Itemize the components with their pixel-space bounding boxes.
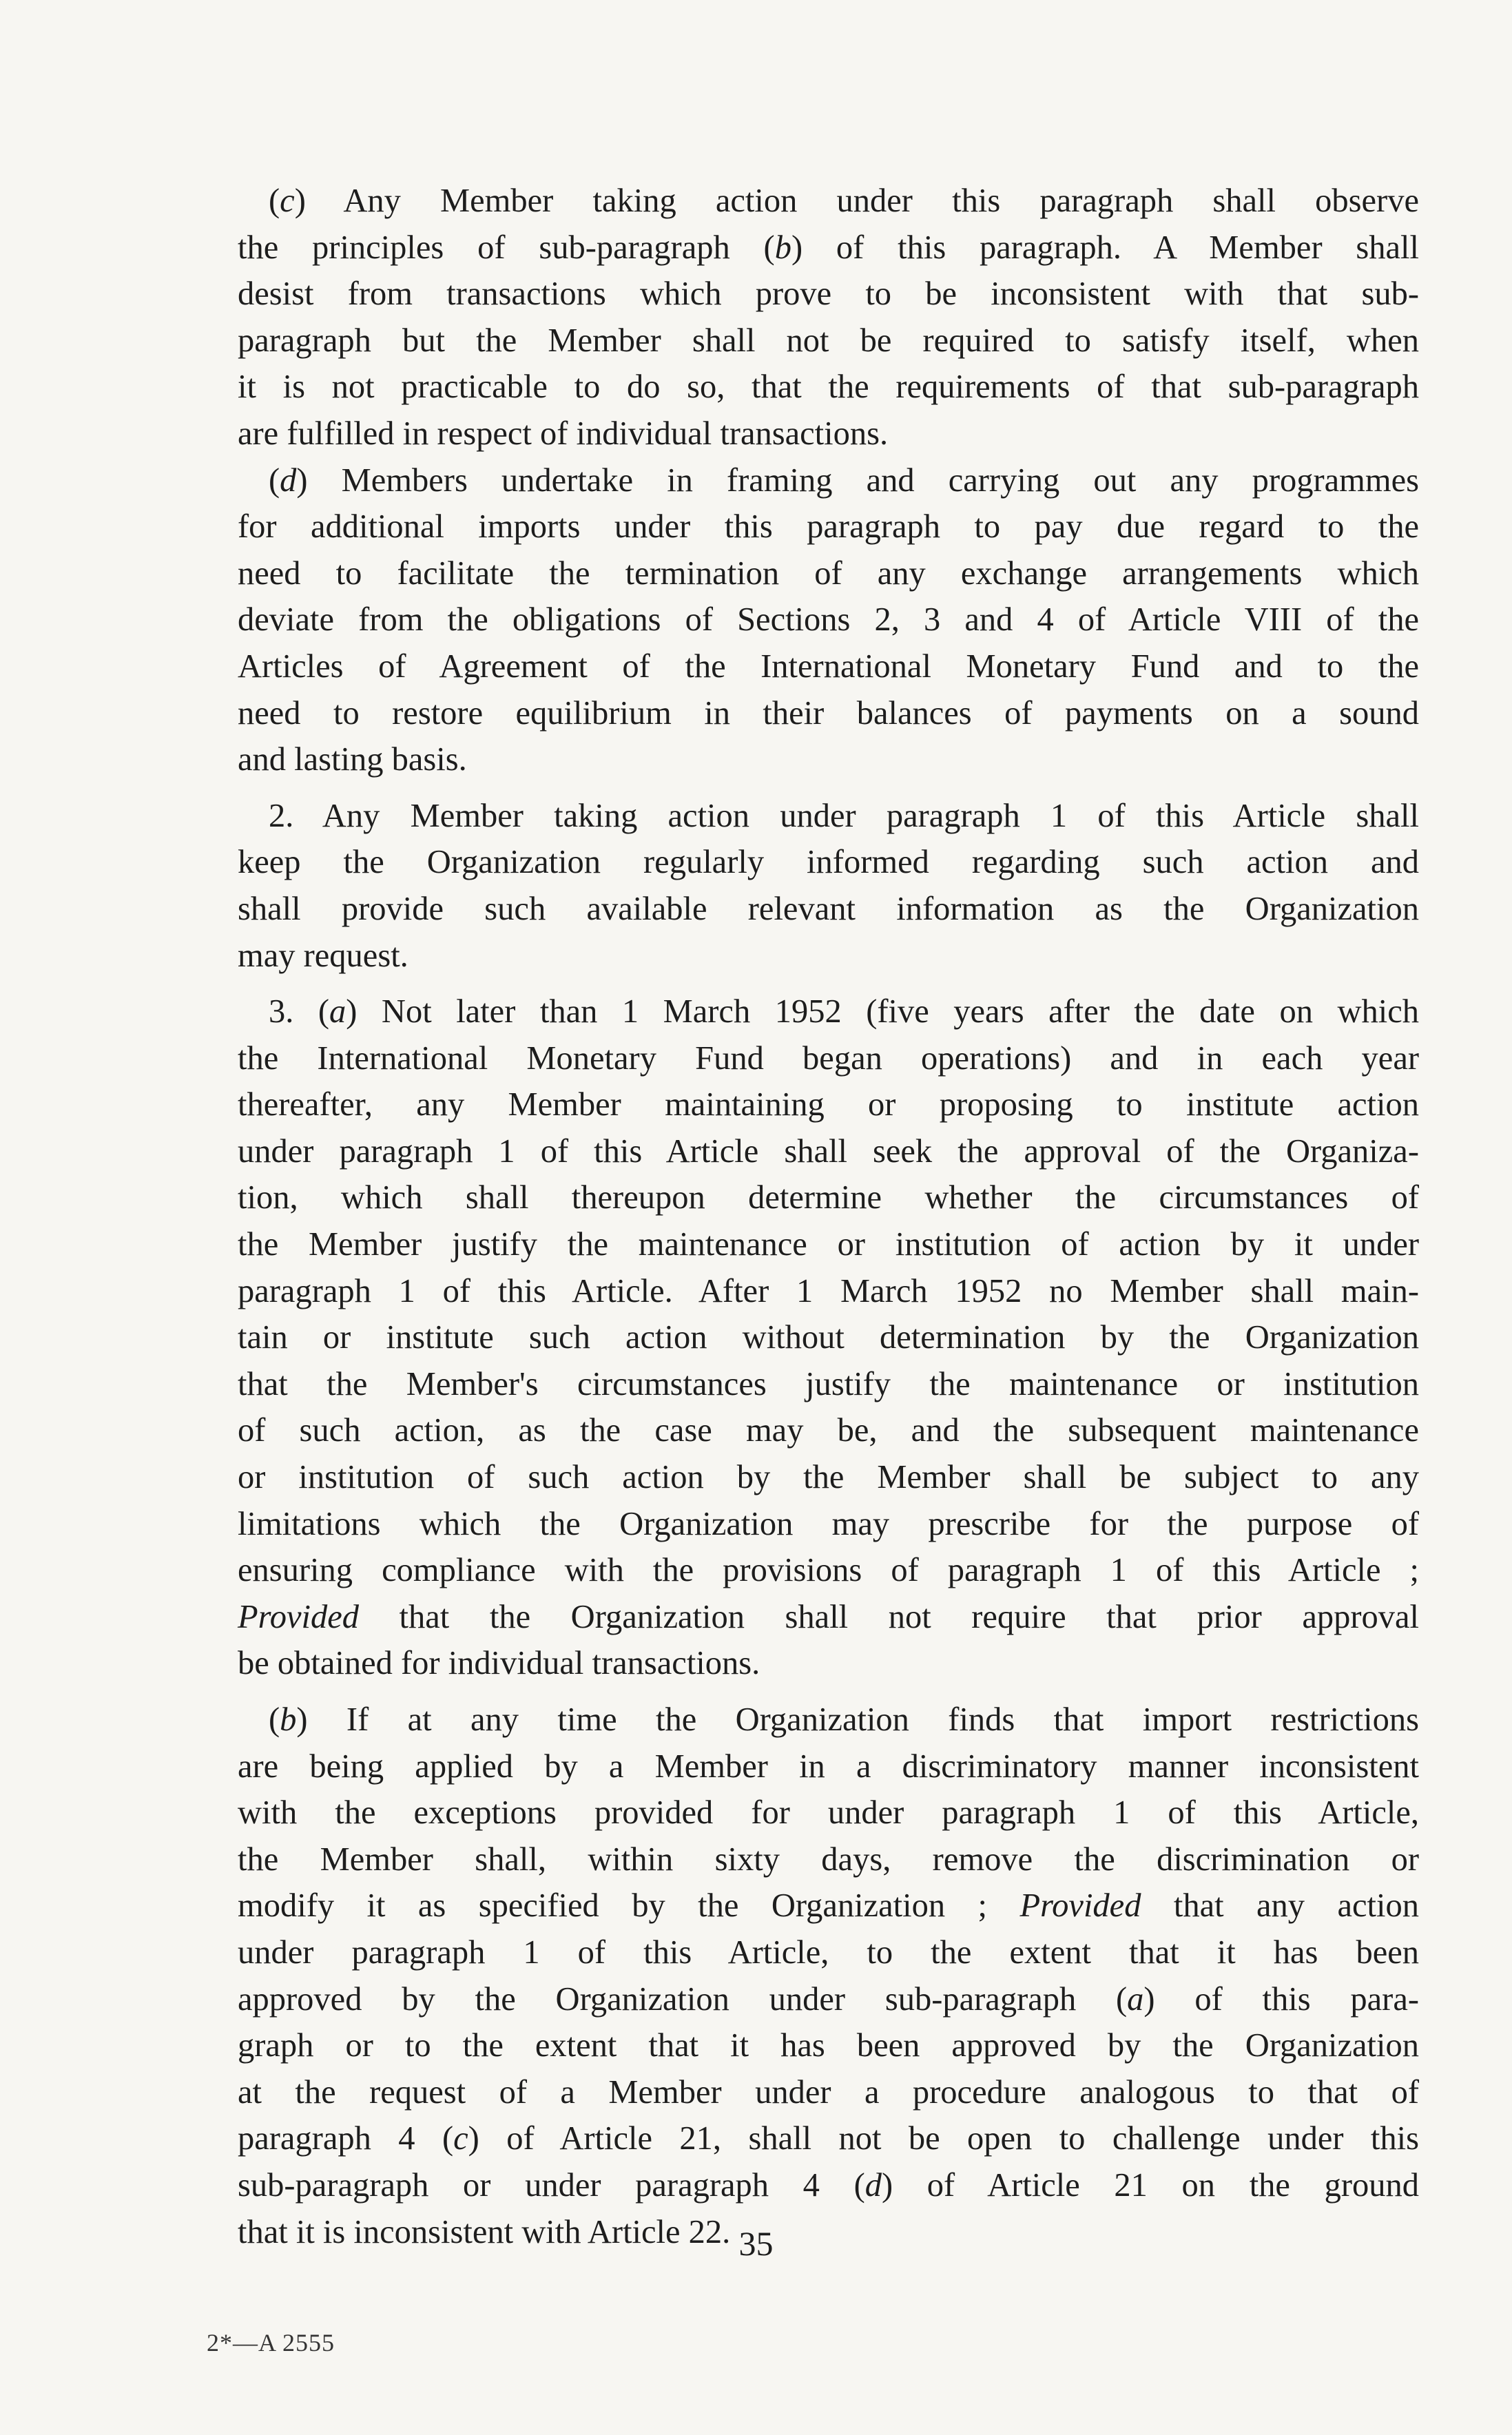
text-line [207, 933, 1419, 980]
text-line [207, 643, 1419, 690]
text-line [207, 1547, 1419, 1594]
text-run: ensuring compliance with the provisions of paragraph 1 of this Article ; [238, 1552, 1419, 1589]
italic-text: c [453, 2120, 468, 2157]
italic-text: b [280, 1701, 297, 1738]
text-run: 3. ( [269, 993, 330, 1030]
italic-text: Provided [238, 1598, 359, 1635]
text-run: are fulfilled in respect of individual transactions. [238, 415, 889, 452]
paragraph [207, 988, 1419, 1687]
text-run: need to restore equilibrium in their balances of payments on a sound [238, 694, 1419, 732]
text-run: limitations which the Organization may prescribe for the purpose of [238, 1505, 1419, 1542]
text-line [207, 225, 1419, 271]
text-run: and lasting basis. [238, 741, 467, 778]
text-run: ) of this para- [1143, 1980, 1419, 2018]
text-line [207, 1035, 1419, 1082]
text-run: desist from transactions which prove to be inconsistent with that sub- [238, 276, 1419, 313]
text-run: are being applied by a Member in a discriminatory manner inconsistent [238, 1748, 1419, 1785]
text-line [207, 597, 1419, 643]
document-body [207, 178, 1419, 2255]
text-line [207, 457, 1419, 504]
text-run: ) of Article 21, shall not be open to challenge under this [468, 2120, 1419, 2157]
text-run: at the request of a Member under a procedure analogous to that of [238, 2073, 1419, 2111]
text-line [207, 1640, 1419, 1687]
text-run: paragraph 1 of this Article. After 1 March 1952 no Member shall main- [238, 1272, 1419, 1309]
text-run: ) of this paragraph. A Member shall [791, 229, 1419, 266]
text-run: or institution of such action by the Member shall be subject to any [238, 1459, 1419, 1496]
text-run: paragraph but the Member shall not be required to satisfy itself, when [238, 322, 1419, 359]
printer-signature: 2*—A 2555 [207, 2329, 335, 2356]
text-line [207, 1454, 1419, 1501]
text-line [207, 1268, 1419, 1315]
italic-text: Provided [1019, 1887, 1141, 1925]
paragraph [207, 457, 1419, 783]
text-line [207, 271, 1419, 318]
text-run: deviate from the obligations of Sections 2, 3 and 4 of Article VIII of the [238, 601, 1419, 639]
page-number: 35 [738, 2224, 774, 2263]
text-run: the principles of sub-paragraph ( [238, 229, 775, 266]
text-line [207, 1697, 1419, 1743]
text-line [207, 1081, 1419, 1128]
text-line [207, 988, 1419, 1035]
text-run: that any action [1141, 1887, 1419, 1925]
text-run: be obtained for individual transactions. [238, 1645, 760, 1682]
text-run: ( [269, 1701, 280, 1738]
text-line [207, 1594, 1419, 1641]
text-run: that the Member's circumstances justify the maintenance or institution [238, 1365, 1419, 1402]
text-run: ) Any Member taking action under this paragraph shall observe [294, 183, 1419, 219]
text-run: of such action, as the case may be, and the subsequent maintenance [238, 1412, 1419, 1449]
text-line [207, 1790, 1419, 1836]
italic-text: b [774, 229, 791, 266]
paragraph [207, 793, 1419, 979]
paragraph [207, 178, 1419, 457]
text-line [207, 2115, 1419, 2162]
text-line [207, 364, 1419, 411]
italic-text: c [280, 183, 295, 219]
text-line [207, 550, 1419, 597]
text-run: need to facilitate the termination of any exchange arrangements which [238, 555, 1419, 592]
text-run: the Member justify the maintenance or institution of action by it under [238, 1226, 1419, 1263]
text-line [207, 1976, 1419, 2023]
text-line [207, 1221, 1419, 1268]
text-line [207, 2069, 1419, 2116]
text-run: ) Members undertake in framing and carrying out any programmes [296, 462, 1419, 499]
text-line [207, 1174, 1419, 1221]
italic-text: a [329, 993, 346, 1030]
text-line [207, 793, 1419, 840]
text-run: ( [269, 183, 280, 219]
text-run: that the Organization shall not require that prior approval [358, 1598, 1419, 1635]
text-run: approved by the Organization under sub-paragraph ( [238, 1980, 1128, 2018]
text-line [207, 1883, 1419, 1929]
text-line [207, 411, 1419, 457]
text-line [207, 886, 1419, 933]
text-run: ) Not later than 1 March 1952 (five years after the date on which [346, 993, 1419, 1030]
text-run: 2. Any Member taking action under paragraph 1 of this Article shall [269, 797, 1419, 834]
text-line [207, 690, 1419, 737]
text-run: shall provide such available relevant information as the Organization [238, 890, 1419, 927]
text-run: tion, which shall thereupon determine whether the circumstances of [238, 1179, 1419, 1216]
text-line [207, 2022, 1419, 2069]
text-line [207, 736, 1419, 783]
text-run: sub-paragraph or under paragraph 4 ( [238, 2166, 865, 2204]
text-run: Articles of Agreement of the International Monetary Fund and to the [238, 647, 1419, 685]
text-run: with the exceptions provided for under paragraph 1 of this Article, [238, 1794, 1419, 1832]
text-run: thereafter, any Member maintaining or proposing to institute action [238, 1086, 1419, 1123]
text-line [207, 1929, 1419, 1976]
text-run: the International Monetary Fund began operations) and in each year [238, 1039, 1419, 1077]
italic-text: a [1127, 1980, 1144, 2018]
text-run: keep the Organization regularly informed regarding such action and [238, 844, 1419, 881]
text-run: may request. [238, 937, 408, 974]
text-run: paragraph 4 ( [238, 2120, 454, 2157]
text-line [207, 2162, 1419, 2209]
italic-text: d [864, 2166, 882, 2204]
text-line [207, 839, 1419, 886]
text-line [207, 1314, 1419, 1361]
text-line [207, 318, 1419, 364]
italic-text: d [280, 462, 297, 499]
text-line [207, 1743, 1419, 1790]
text-run: ) of Article 21 on the ground [881, 2166, 1419, 2204]
paragraph [207, 1697, 1419, 2255]
text-run: tain or institute such action without determination by the Organization [238, 1319, 1419, 1356]
text-run: the Member shall, within sixty days, remove the discrimination or [238, 1841, 1419, 1878]
text-run: ( [269, 462, 280, 499]
text-line [207, 178, 1419, 225]
text-run: graph or to the extent that it has been approved by the Organization [238, 2027, 1419, 2064]
text-run: that it is inconsistent with Article 22. [238, 2213, 731, 2250]
text-run: under paragraph 1 of this Article shall seek the approval of the Organiza- [238, 1132, 1419, 1170]
text-run: under paragraph 1 of this Article, to the extent that it has been [238, 1934, 1419, 1971]
text-line [207, 1128, 1419, 1175]
text-line [207, 1836, 1419, 1883]
text-run: it is not practicable to do so, that the requirements of that sub-paragraph [238, 369, 1419, 406]
text-run: modify it as specified by the Organization ; [238, 1887, 1020, 1925]
text-line [207, 504, 1419, 550]
text-line [207, 1361, 1419, 1408]
text-line [207, 1407, 1419, 1454]
text-line [207, 1501, 1419, 1548]
text-run: ) If at any time the Organization finds that import restrictions [296, 1701, 1419, 1738]
text-run: for additional imports under this paragraph to pay due regard to the [238, 508, 1419, 546]
